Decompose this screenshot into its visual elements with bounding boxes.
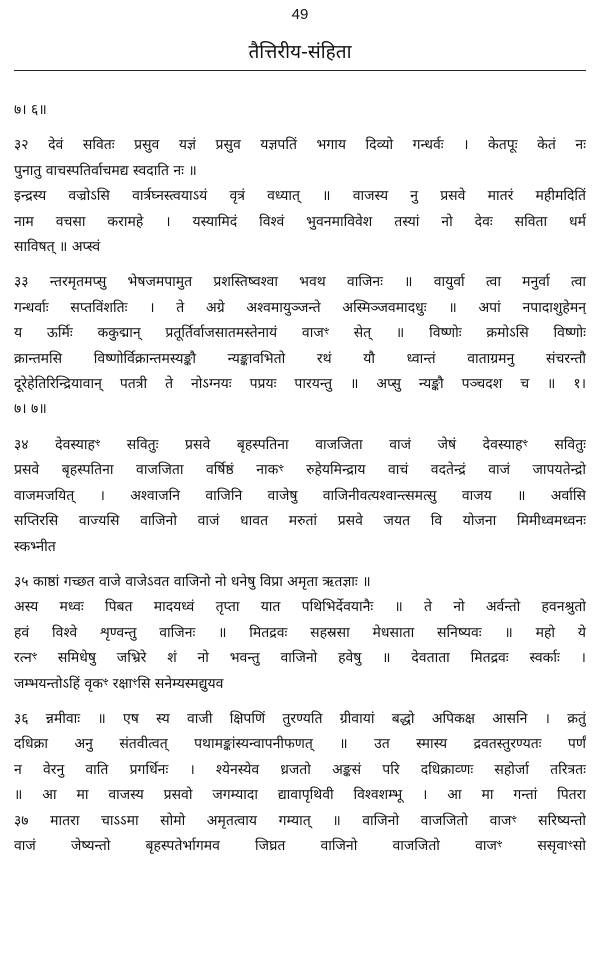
text-line: नाम वचसा करामहे । यस्यामिदं विश्वं भुवनमाविवेश तस्यां नो देवः सविता धर्म [14, 213, 586, 230]
text-line: इन्द्रस्य वज्रोऽसि वार्त्रघ्नस्त्वयाऽयं वृत्रं वध्यात् ॥ वाजस्य नु प्रसवे मातरं महीमदितिं [14, 188, 586, 205]
text-line: जम्भयन्तोऽहिं वृकꣳ रक्षाꣳसि सनेम्यस्मद्युयव [14, 675, 224, 692]
verse-block [14, 98, 586, 123]
verse-gap [14, 560, 586, 570]
text-line: पुनातु वाचस्पतिर्वाचमद्य स्वदाति नः ॥ [14, 162, 197, 179]
verse-block [14, 570, 586, 697]
text-line: ३६ न्नमीवाः ॥ एष स्य वाजी क्षिपणिं तुरण्यति ग्रीवायां बद्धो अपिकक्ष आसनि । क्रतुं [14, 710, 586, 727]
text-line: वाजमजयित् । अश्वाजनि वाजिनि वाजेषु वाजिनीवत्यश्वान्त्समत्सु वाजय ॥ अर्वासि [14, 487, 586, 504]
text-line: हवं विश्वे शृण्वन्तु वाजिनः ॥ मितद्रवः सहस्रसा मेधसाता सनिष्यवः ॥ महो ये [14, 624, 586, 641]
text-line: दूरेहेतिरिन्द्रियावान् पतत्री ते नोऽग्नयः पप्रयः पारयन्तु ॥ अप्सु न्यङ्कौ पञ्चदश च ॥ १। [14, 376, 586, 393]
text-line: य ऊर्मिः ककुद्मान् प्रतूर्तिर्वाजसातमस्तेनायं वाजꣳ सेत् ॥ विष्णोः क्रमोऽसि विष्णोः [14, 325, 586, 342]
text-line: अस्य मध्वः पिबत मादयध्वं तृप्ता यात पथिभिर्देवयानैः ॥ ते नो अर्वन्तो हवनश्रुतो [14, 599, 586, 616]
text-body [14, 98, 586, 964]
verse-gap [14, 697, 586, 707]
verse-block [14, 433, 586, 560]
verse-block [14, 707, 586, 859]
text-line: स्कभ्नीत [14, 538, 56, 555]
text-line: ७। ७॥ [14, 401, 47, 418]
running-head: तैत्तिरीय-संहिता [248, 41, 352, 63]
text-line: रत्नꣳ समिधेषु जभ्रिरे शं नो भवन्तु वाजिनो हवेषु ॥ देवताता मितद्रवः स्वर्काः । [14, 650, 586, 667]
page-number: 49 [291, 6, 309, 23]
header-rule [14, 70, 586, 71]
text-line: क्रान्तमसि विष्णोर्विक्रान्तमस्यङ्कौ न्यङ्कावभितो रथं यौ ध्वान्तं वाताग्रमनु संचरन्तौ [14, 350, 586, 367]
verse-gap [14, 423, 586, 433]
text-line: ३२ देवं सवितः प्रसुव यज्ञं प्रसुव यज्ञपतिं भगाय दिव्यो गन्धर्वः । केतपूः केतं नः [14, 137, 586, 154]
text-line: गन्धर्वाः सप्तविंशतिः । ते अग्रे अश्वमायुञ्जन्ते अस्मिञ्जवमादधुः ॥ अपां नपादाशुहेमन् [14, 299, 586, 316]
verse-gap [14, 123, 586, 133]
text-line: प्रसवे बृहस्पतिना वाजजिता वर्षिष्ठं नाकꣳ रुहेयमिन्द्राय वाचं वदतेन्द्रं वाजं जापयतेन्द्रो [14, 462, 586, 479]
text-line: न वेरनु वाति प्रगर्धिनः । श्येनस्येव ध्रजतो अङ्कसं परि दधिक्राव्णः सहोर्जा तरित्रतः [14, 761, 586, 778]
verse-block [14, 133, 586, 260]
text-line: ३३ न्तरमृतमप्सु भेषजमपामुत प्रशस्तिष्वश्वा भवथ वाजिनः ॥ वायुर्वा त्वा मनुर्वा त्वा [14, 274, 586, 291]
verse-block [14, 270, 586, 422]
text-line: सप्तिरसि वाज्यसि वाजिनो वाजं धावत मरुतां प्रसवे जयत वि योजना मिमीध्वमध्वनः [14, 513, 586, 530]
verse-gap [14, 260, 586, 270]
text-line: वाजं जेष्यन्तो बृहस्पतेर्भागमव जिघ्रत वाजिनो वाजजितो वाजꣳ ससृवाꣳसो [14, 837, 586, 854]
text-line: साविषत् ॥ अप्स्वं [14, 239, 101, 256]
text-line: ३५ काष्ठां गच्छत वाजे वाजेऽवत वाजिनो नो धनेषु विप्रा अमृता ऋतज्ञाः ॥ [14, 573, 371, 590]
text-line: ३७ मातरा चाऽऽमा सोमो अमृतत्वाय गम्यात् ॥ वाजिनो वाजजितो वाजꣳ सरिष्यन्तो [14, 812, 586, 829]
text-line: ॥ आ मा वाजस्य प्रसवो जगम्यादा द्यावापृथिवी विश्वशम्भू । आ मा गन्तां पितरा [14, 787, 586, 804]
text-line: दधिक्रा अनु संतवीत्वत् पथामङ्कांस्यन्वापनीफणत् ॥ उत स्मास्य द्रवतस्तुरण्यतः पर्णं [14, 736, 586, 753]
text-line: ७। ६॥ [14, 102, 47, 118]
text-line: ३४ देवस्याहꣳ सवितुः प्रसवे बृहस्पतिना वाजजिता वाजं जेषं देवस्याहꣳ सवितुः [14, 436, 586, 453]
